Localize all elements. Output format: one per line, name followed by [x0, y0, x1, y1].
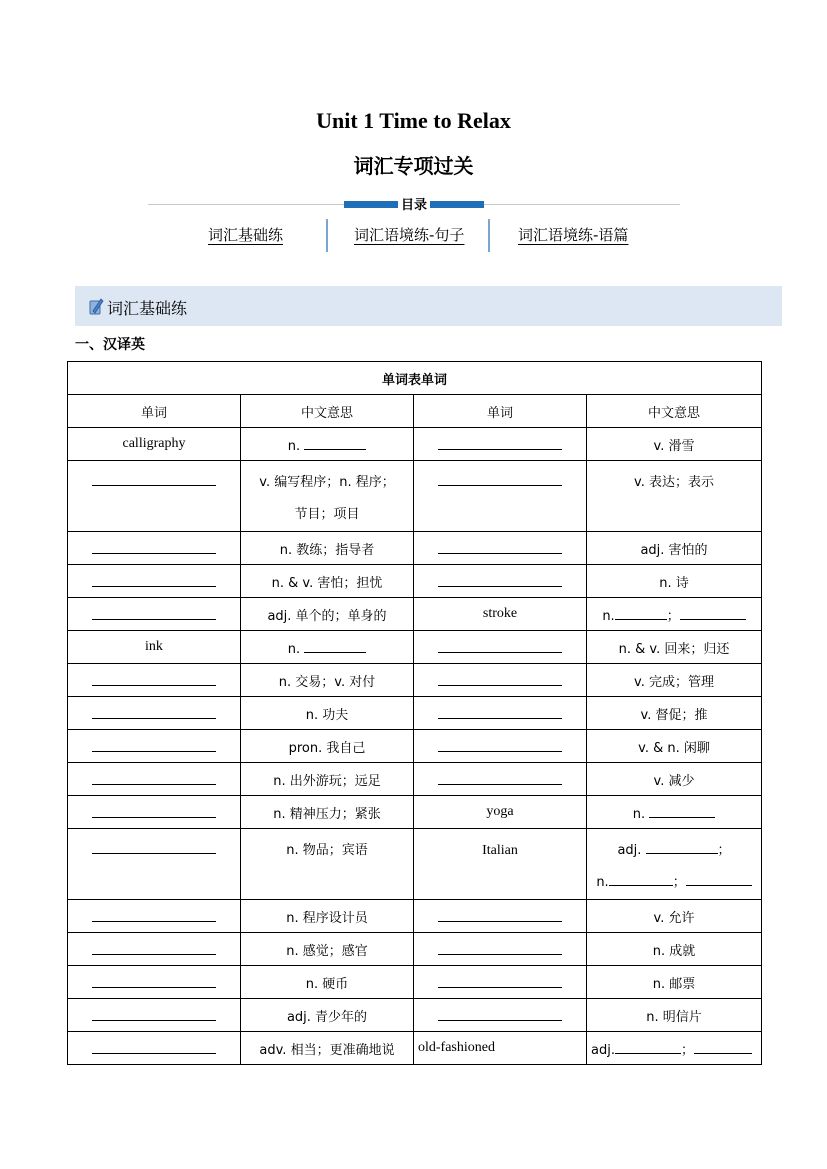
meaning-cell: n. 成就 [587, 933, 762, 966]
table-row [68, 763, 762, 796]
answer-blank[interactable] [92, 973, 216, 988]
meaning-cell: n. 明信片 [587, 999, 762, 1032]
toc-link-sentences[interactable]: 词汇语境练-句子 [354, 226, 465, 244]
meaning-cell: v. 完成；管理 [587, 664, 762, 697]
meaning-cell: adj. 青少年的 [241, 999, 414, 1032]
header-word: 单词 [68, 395, 241, 428]
meaning-cell: n. 硬币 [241, 966, 414, 999]
vocabulary-table [67, 361, 762, 1065]
answer-blank[interactable] [92, 737, 216, 752]
word-cell [68, 461, 241, 532]
word-cell: ink [68, 631, 241, 664]
table-caption-row [68, 362, 762, 395]
answer-blank[interactable] [438, 940, 562, 955]
meaning-cell: adj. 单个的；单身的 [241, 598, 414, 631]
meaning-cell: n. 精神压力；紧张 [241, 796, 414, 829]
word-cell [68, 598, 241, 631]
answer-blank[interactable] [92, 704, 216, 719]
table-row [68, 933, 762, 966]
word-cell [414, 999, 587, 1032]
sub-heading: 一、汉译英 [75, 337, 145, 353]
answer-blank[interactable] [438, 572, 562, 587]
answer-blank[interactable] [438, 907, 562, 922]
meaning-cell: pron. 我自己 [241, 730, 414, 763]
word-cell [414, 631, 587, 664]
word-cell [68, 763, 241, 796]
table-row [68, 631, 762, 664]
meaning-cell: n. [241, 631, 414, 664]
meaning-cell: v. 减少 [587, 763, 762, 796]
answer-blank[interactable] [615, 605, 667, 620]
word-cell: stroke [414, 598, 587, 631]
word-cell [68, 730, 241, 763]
word-cell [414, 697, 587, 730]
toc-separator [326, 219, 328, 252]
section-header [75, 286, 782, 326]
table-row [68, 664, 762, 697]
word-cell [68, 697, 241, 730]
word-cell [68, 796, 241, 829]
word-cell [414, 900, 587, 933]
answer-blank[interactable] [438, 973, 562, 988]
word-cell [68, 933, 241, 966]
table-row [68, 900, 762, 933]
word-cell [414, 461, 587, 532]
answer-blank[interactable] [92, 803, 216, 818]
meaning-cell: n. ； [587, 598, 762, 631]
meaning-cell: adj. 害怕的 [587, 532, 762, 565]
meaning-cell: n. [587, 796, 762, 829]
meaning-cell: v. 滑雪 [587, 428, 762, 461]
word-cell [68, 532, 241, 565]
toc-link-basic[interactable]: 词汇基础练 [208, 226, 284, 244]
meaning-cell: adj. ； n. ； [587, 829, 762, 900]
answer-blank[interactable] [438, 435, 562, 450]
word-cell [68, 829, 241, 900]
meaning-cell: v. 编写程序；n. 程序； 节目；项目 [241, 461, 414, 532]
meaning-cell: v. 督促；推 [587, 697, 762, 730]
answer-blank[interactable] [92, 907, 216, 922]
word-cell: yoga [414, 796, 587, 829]
word-cell [68, 664, 241, 697]
word-cell: old-fashioned [414, 1032, 587, 1065]
answer-blank[interactable] [304, 638, 366, 653]
meaning-cell: n. 感觉；感官 [241, 933, 414, 966]
meaning-cell: n. 邮票 [587, 966, 762, 999]
table-row [68, 565, 762, 598]
answer-blank[interactable] [438, 1006, 562, 1021]
word-cell: Italian [414, 829, 587, 900]
table-row [68, 966, 762, 999]
toc-separator [488, 219, 490, 252]
answer-blank[interactable] [609, 871, 673, 886]
meaning-cell: adj. ； [587, 1032, 762, 1065]
word-cell [414, 966, 587, 999]
word-cell [68, 900, 241, 933]
table-row [68, 829, 762, 900]
title-english: Unit 1 Time to Relax [316, 108, 511, 133]
word-cell [68, 966, 241, 999]
word-cell [414, 428, 587, 461]
answer-blank[interactable] [92, 539, 216, 554]
table-header-row [68, 395, 762, 428]
header-meaning: 中文意思 [587, 395, 762, 428]
meaning-cell: n. 功夫 [241, 697, 414, 730]
answer-blank[interactable] [92, 605, 216, 620]
meaning-cell: n. & v. 回来；归还 [587, 631, 762, 664]
meaning-cell: v. 表达；表示 [587, 461, 762, 532]
header-word: 单词 [414, 395, 587, 428]
answer-blank[interactable] [646, 839, 718, 854]
answer-blank[interactable] [92, 671, 216, 686]
meaning-cell: n. 出外游玩；远足 [241, 763, 414, 796]
answer-blank[interactable] [694, 1039, 752, 1054]
answer-blank[interactable] [438, 770, 562, 785]
table-caption: 单词表单词 [68, 362, 762, 395]
answer-blank[interactable] [92, 839, 216, 854]
answer-blank[interactable] [649, 803, 715, 818]
word-cell: calligraphy [68, 428, 241, 461]
toc-label: 目录 [398, 194, 430, 213]
word-cell [414, 565, 587, 598]
table-row [68, 1032, 762, 1065]
meaning-cell: n. & v. 害怕；担忧 [241, 565, 414, 598]
table-row [68, 461, 762, 532]
meaning-cell: n. [241, 428, 414, 461]
answer-blank[interactable] [438, 737, 562, 752]
answer-blank[interactable] [92, 1039, 216, 1054]
table-row [68, 999, 762, 1032]
answer-blank[interactable] [686, 871, 752, 886]
meaning-cell: adv. 相当；更准确地说 [241, 1032, 414, 1065]
answer-blank[interactable] [92, 940, 216, 955]
answer-blank[interactable] [615, 1039, 681, 1054]
word-cell [68, 1032, 241, 1065]
word-cell [414, 532, 587, 565]
section-title: 词汇基础练 [107, 299, 188, 318]
answer-blank[interactable] [438, 704, 562, 719]
answer-blank[interactable] [680, 605, 746, 620]
table-row [68, 796, 762, 829]
word-cell [68, 999, 241, 1032]
answer-blank[interactable] [92, 770, 216, 785]
header-meaning: 中文意思 [241, 395, 414, 428]
answer-blank[interactable] [92, 471, 216, 486]
table-row [68, 532, 762, 565]
word-cell [414, 730, 587, 763]
pen-notebook-icon [87, 296, 105, 316]
answer-blank[interactable] [438, 539, 562, 554]
title-chinese: 词汇专项过关 [353, 154, 474, 178]
word-cell [414, 763, 587, 796]
toc-accent-right [428, 201, 484, 208]
meaning-cell: v. & n. 闲聊 [587, 730, 762, 763]
table-row [68, 428, 762, 461]
table-row [68, 598, 762, 631]
meaning-cell: n. 物品；宾语 [241, 829, 414, 900]
answer-blank[interactable] [304, 435, 366, 450]
answer-blank[interactable] [438, 671, 562, 686]
meaning-cell: n. 诗 [587, 565, 762, 598]
table-row [68, 697, 762, 730]
word-cell [414, 664, 587, 697]
meaning-cell: n. 程序设计员 [241, 900, 414, 933]
toc-link-passage[interactable]: 词汇语境练-语篇 [518, 226, 629, 244]
word-cell [68, 565, 241, 598]
answer-blank[interactable] [438, 471, 562, 486]
word-cell [414, 933, 587, 966]
table-row [68, 730, 762, 763]
toc-accent-left [344, 201, 400, 208]
meaning-cell: n. 交易；v. 对付 [241, 664, 414, 697]
answer-blank[interactable] [92, 572, 216, 587]
meaning-cell: n. 教练；指导者 [241, 532, 414, 565]
meaning-cell: v. 允许 [587, 900, 762, 933]
answer-blank[interactable] [438, 638, 562, 653]
answer-blank[interactable] [92, 1006, 216, 1021]
